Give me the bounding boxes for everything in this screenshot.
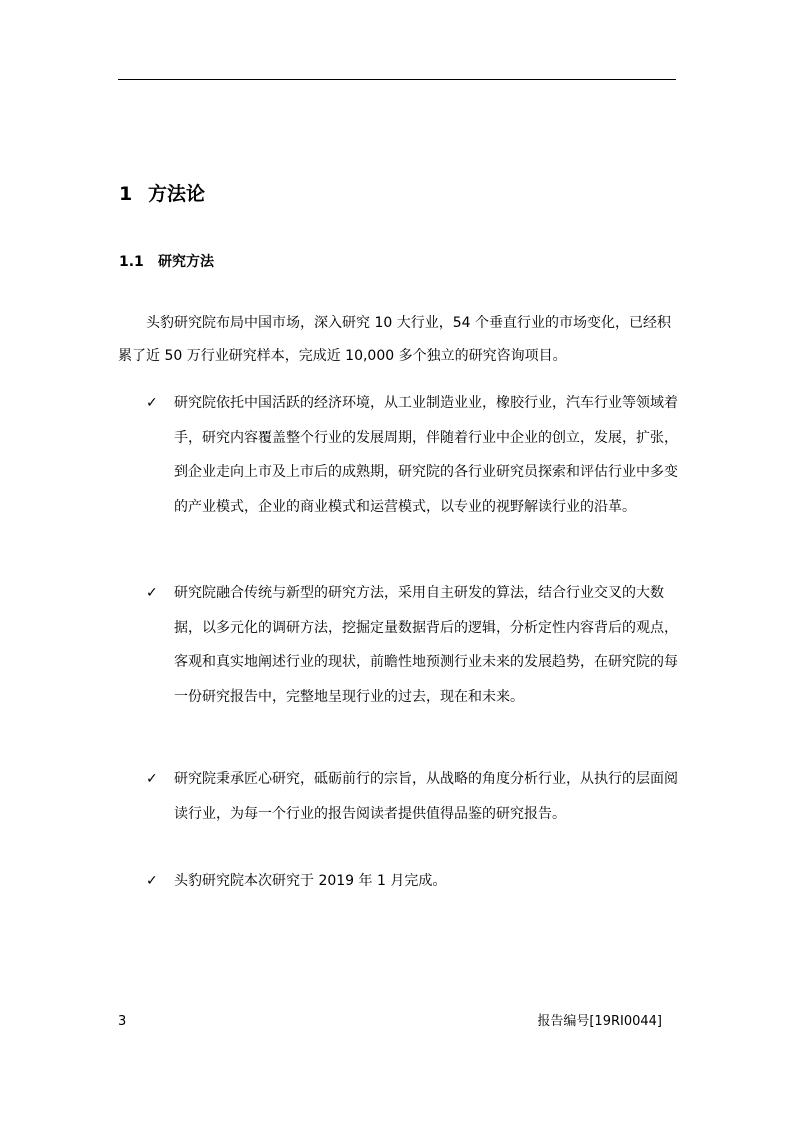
bullet-item <box>146 864 678 899</box>
check-mark-icon: ✓ <box>146 585 158 601</box>
bullet-text: 研究院依托中国活跃的经济环境，从工业制造业业，橡胶行业，汽车行业等领域着手，研究内容覆盖整个行业的发展周期，伴随着行业中企业的创立，发展，扩张，到企业走向上市及上市后的成熟期，研究院的各行业研究员探索和评估行业中多变的产业模式，企业的商业模式和运营模式，以专业的视野解读行业的沿革。 <box>174 395 678 515</box>
page-number: 3 <box>118 1014 127 1029</box>
bullet-item <box>146 762 678 831</box>
section-heading <box>119 180 205 208</box>
check-mark-icon: ✓ <box>146 873 158 889</box>
subsection-title: 研究方法 <box>158 254 214 270</box>
header-rule <box>118 79 676 80</box>
report-code: 报告编号[19RI0044] <box>537 1014 662 1029</box>
check-mark-icon: ✓ <box>146 771 158 787</box>
subsection-heading <box>119 251 214 273</box>
bullet-item <box>146 576 678 714</box>
bullet-text: 研究院融合传统与新型的研究方法，采用自主研发的算法，结合行业交叉的大数据，以多元化的调研方法，挖掘定量数据背后的逻辑，分析定性内容背后的观点，客观和真实地阐述行业的现状，前瞻性地预测行业未来的发展趋势，在研究院的每一份研究报告中，完整地呈现行业的过去，现在和未来。 <box>174 585 678 705</box>
section-number: 1 <box>119 183 133 205</box>
section-title: 方法论 <box>148 183 206 205</box>
subsection-number: 1.1 <box>119 254 144 270</box>
bullet-item <box>146 386 678 524</box>
check-mark-icon: ✓ <box>146 395 158 411</box>
bullet-text: 头豹研究院本次研究于 2019 年 1 月完成。 <box>174 873 447 889</box>
bullet-text: 研究院秉承匠心研究，砥砺前行的宗旨，从战略的角度分析行业，从执行的层面阅读行业，为每一个行业的报告阅读者提供值得品鉴的研究报告。 <box>174 771 678 822</box>
intro-paragraph: 头豹研究院布局中国市场，深入研究 10 大行业，54 个垂直行业的市场变化，已经积累了近 50 万行业研究样本，完成近 10,000 多个独立的研究咨询项目。 <box>118 315 671 364</box>
